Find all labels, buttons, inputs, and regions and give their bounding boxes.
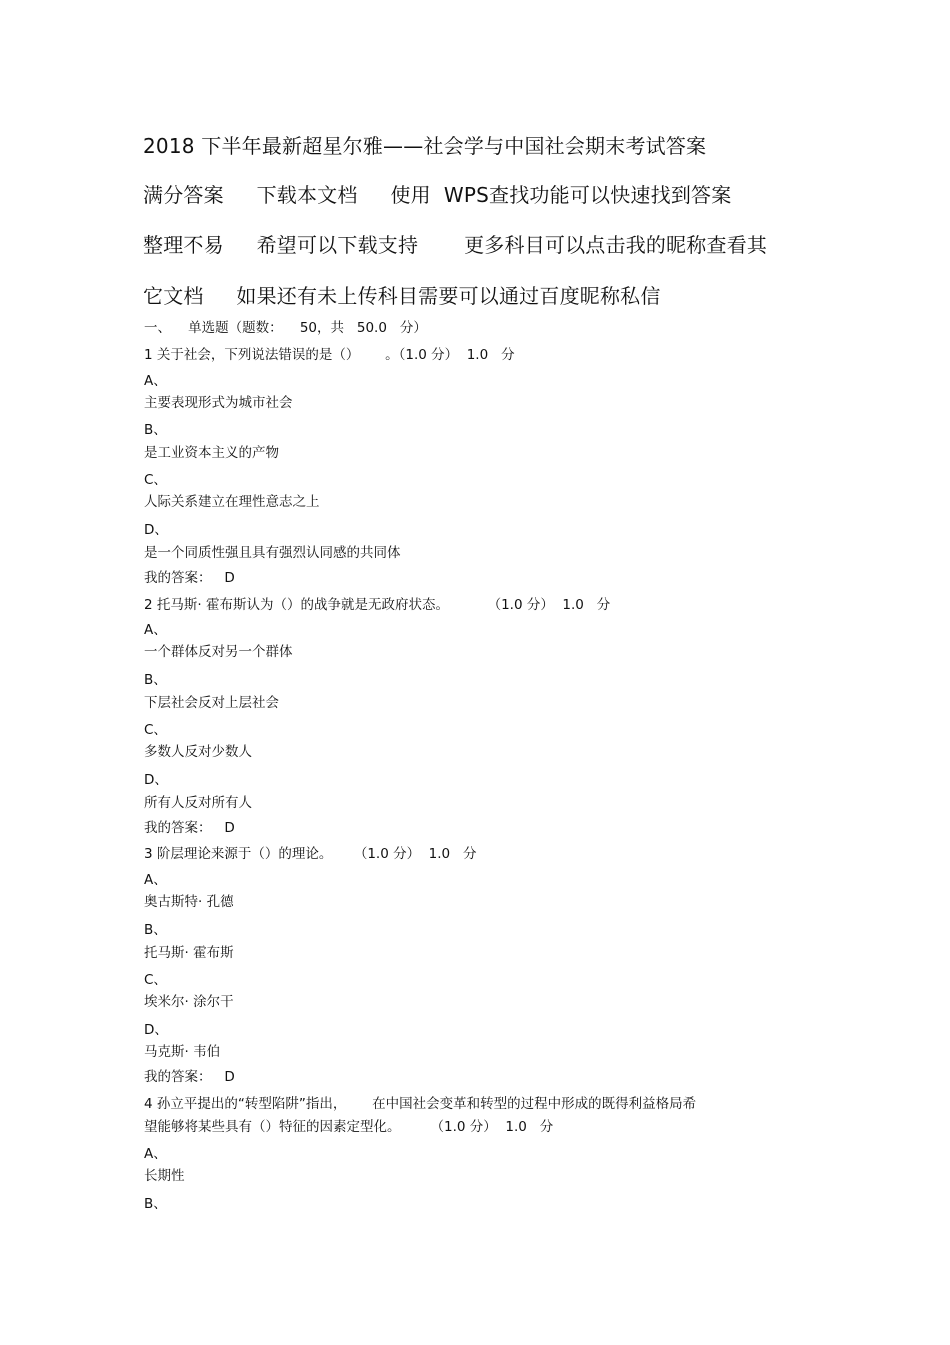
intro-line-1: 满分答案 下载本文档 使用 WPS查找功能可以快速找到答案 xyxy=(143,183,732,207)
my-answer: 我的答案： D xyxy=(144,820,235,836)
option-a-text: 奥古斯特· 孔德 xyxy=(144,894,234,910)
my-answer: 我的答案： D xyxy=(144,1069,235,1085)
option-a-label: A、 xyxy=(144,373,167,389)
option-a-text: 长期性 xyxy=(144,1168,185,1184)
option-a-text: 一个群体反对另一个群体 xyxy=(144,644,293,660)
option-d-text: 所有人反对所有人 xyxy=(144,795,252,811)
option-d-label: D、 xyxy=(144,522,168,538)
option-b-text: 是工业资本主义的产物 xyxy=(144,445,279,461)
option-c-label: C、 xyxy=(144,472,167,488)
option-c-text: 埃米尔· 涂尔干 xyxy=(144,994,234,1010)
option-a-text: 主要表现形式为城市社会 xyxy=(144,395,293,411)
option-b-label: B、 xyxy=(144,922,167,938)
document-title: 2018 下半年最新超星尔雅——社会学与中国社会期末考试答案 xyxy=(143,134,707,158)
option-c-text: 多数人反对少数人 xyxy=(144,744,252,760)
option-b-label: B、 xyxy=(144,1196,167,1212)
option-a-label: A、 xyxy=(144,622,167,638)
option-b-label: B、 xyxy=(144,672,167,688)
option-a-label: A、 xyxy=(144,1146,167,1162)
intro-line-3: 它文档 如果还有未上传科目需要可以通过百度昵称私信 xyxy=(143,284,661,308)
option-d-text: 是一个同质性强且具有强烈认同感的共同体 xyxy=(144,545,401,561)
question-stem: 1 关于社会，下列说法错误的是（） 。（1.0 分） 1.0 分 xyxy=(144,347,515,363)
option-d-label: D、 xyxy=(144,772,168,788)
option-c-label: C、 xyxy=(144,722,167,738)
option-c-label: C、 xyxy=(144,972,167,988)
intro-line-2: 整理不易 希望可以下载支持 更多科目可以点击我的昵称查看其 xyxy=(143,233,768,257)
option-d-text: 马克斯· 韦伯 xyxy=(144,1044,221,1060)
my-answer: 我的答案： D xyxy=(144,570,235,586)
option-b-label: B、 xyxy=(144,422,167,438)
question-stem: 3 阶层理论来源于（）的理论。 （1.0 分） 1.0 分 xyxy=(144,846,477,862)
option-d-label: D、 xyxy=(144,1022,168,1038)
option-b-text: 下层社会反对上层社会 xyxy=(144,695,279,711)
option-a-label: A、 xyxy=(144,872,167,888)
option-b-text: 托马斯· 霍布斯 xyxy=(144,945,234,961)
question-stem: 4 孙立平提出的“转型陷阱”指出， 在中国社会变革和转型的过程中形成的既得利益格局希 xyxy=(144,1096,697,1112)
option-c-text: 人际关系建立在理性意志之上 xyxy=(144,494,320,510)
question-stem-continued: 望能够将某些具有（）特征的因素定型化。 （1.0 分） 1.0 分 xyxy=(144,1119,554,1135)
question-stem: 2 托马斯· 霍布斯认为（）的战争就是无政府状态。 （1.0 分） 1.0 分 xyxy=(144,597,611,613)
section-label: 一、 单选题（题数： 50，共 50.0 分） xyxy=(144,320,427,336)
